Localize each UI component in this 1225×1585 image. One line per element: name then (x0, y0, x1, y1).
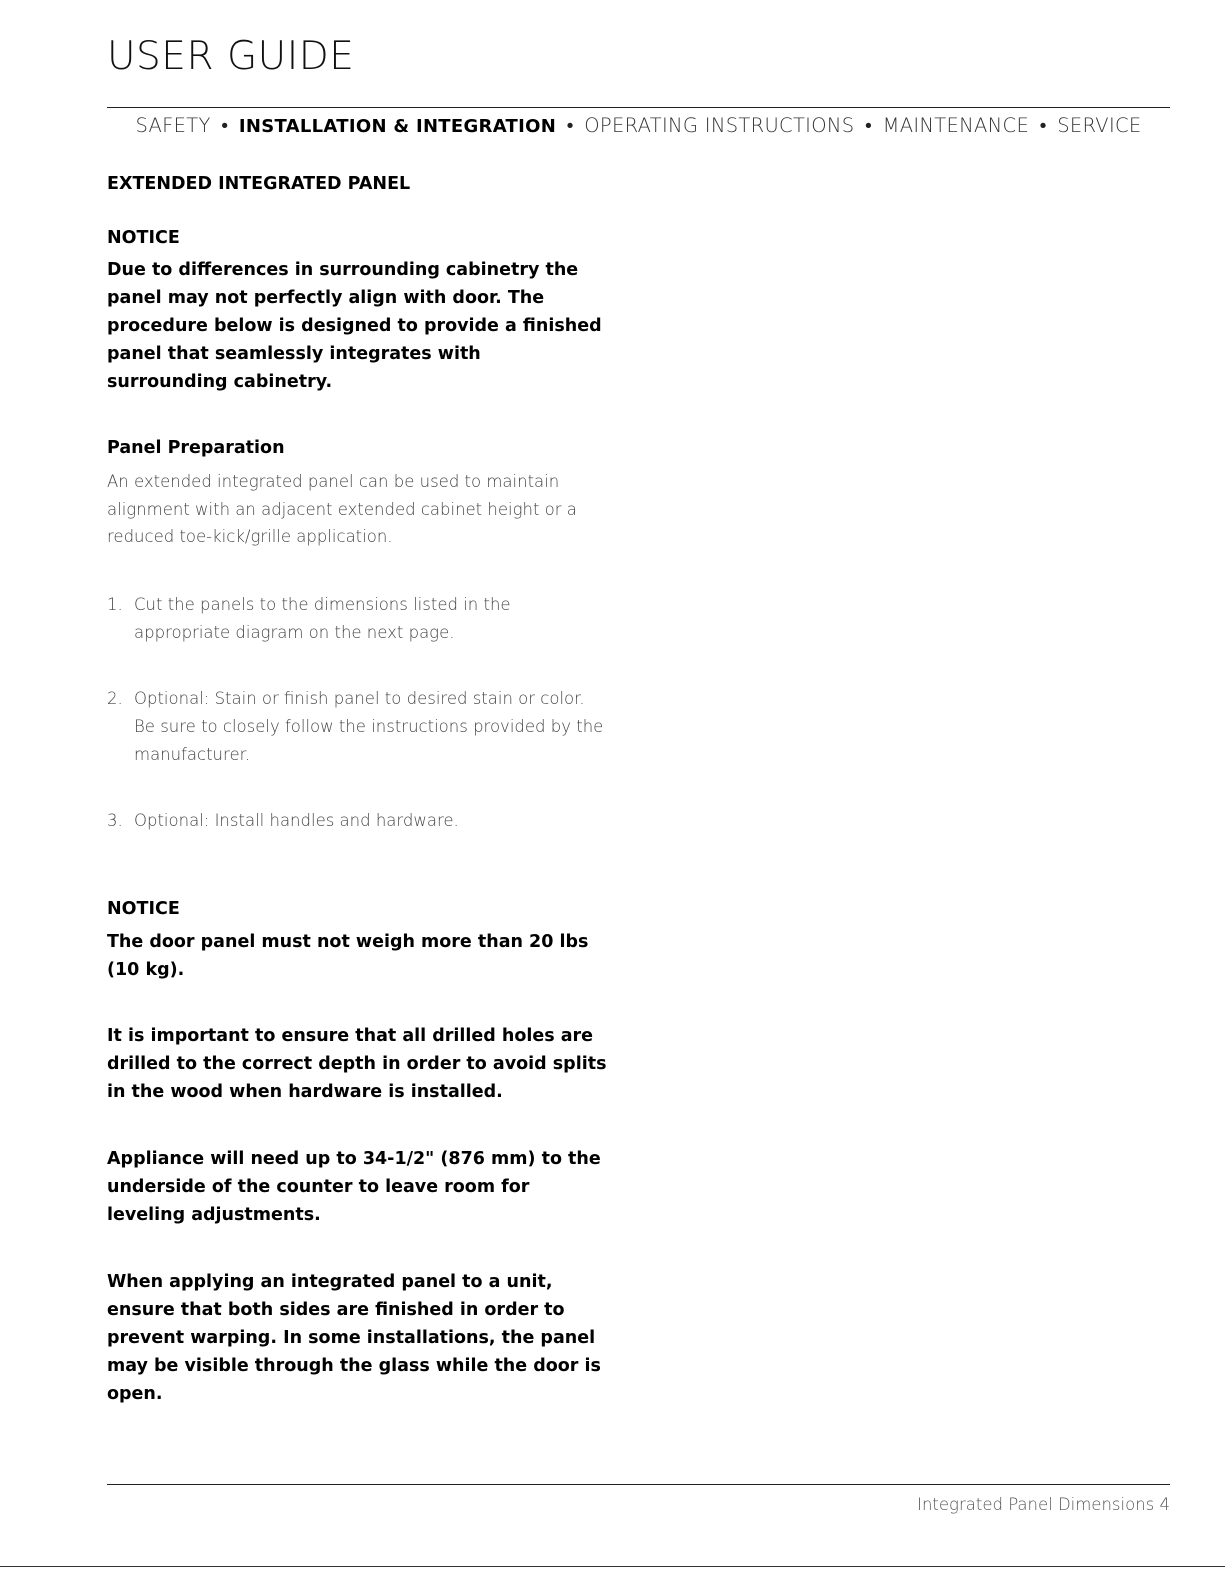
step-number: 2. (107, 688, 123, 708)
nav-separator: • (1039, 114, 1047, 137)
preparation-steps (107, 591, 607, 835)
header-divider (107, 107, 1170, 108)
notice-label: NOTICE (107, 898, 180, 919)
list-item (107, 591, 607, 647)
nav-item-service[interactable]: SERVICE (1057, 114, 1142, 137)
nav-item-maintenance[interactable]: MAINTENANCE (882, 114, 1030, 137)
panel-preparation-intro: An extended integrated panel can be used to maintain alignment with an adjacent extended cabinet height or a reduced toe-kick/grille application. (107, 472, 577, 546)
notice-paragraph: Appliance will need up to 34-1/2" (876 mm) to the underside of the counter to leave room for leveling adjustments. (107, 1148, 601, 1225)
footer-divider (107, 1484, 1170, 1485)
notice-label: NOTICE (107, 228, 180, 248)
nav-item-installation-integration[interactable]: INSTALLATION & INTEGRATION (238, 116, 557, 137)
main-content (107, 172, 607, 1408)
panel-preparation-title: Panel Preparation (107, 438, 285, 458)
nav-separator: • (864, 114, 873, 137)
nav-separator: • (566, 114, 574, 137)
list-item (107, 685, 607, 769)
step-text: Cut the panels to the dimensions listed in the appropriate diagram on the next page. (134, 594, 511, 642)
list-item (107, 807, 607, 835)
notice-text: Due to differences in surrounding cabinetry the panel may not perfectly align with door. The procedure below is designed to provide a finished panel that seamlessly integrates with surrounding cabinetry. (107, 260, 602, 392)
nav-item-operating-instructions[interactable]: OPERATING INSTRUCTIONS (584, 114, 855, 137)
nav-item-safety[interactable]: SAFETY (135, 114, 211, 137)
nav-separator: • (221, 114, 229, 137)
notice-paragraph: When applying an integrated panel to a unit, ensure that both sides are finished in order to prevent warping. In some installations, the panel may be visible through the glass while the door is open. (107, 1271, 601, 1404)
section-nav (107, 114, 1170, 138)
section-title: EXTENDED INTEGRATED PANEL (107, 174, 411, 194)
notice-paragraph: The door panel must not weigh more than 20 lbs (10 kg). (107, 931, 589, 980)
step-text: Optional: Stain or finish panel to desired stain or color. Be sure to closely follow the instructions provided by the manufacturer. (134, 688, 604, 764)
step-text: Optional: Install handles and hardware. (134, 810, 459, 830)
page-edge (0, 1566, 1225, 1567)
page-title: USER GUIDE (107, 34, 355, 79)
footer-page-label: Integrated Panel Dimensions 4 (917, 1495, 1170, 1514)
notice-paragraph: It is important to ensure that all drilled holes are drilled to the correct depth in order to avoid splits in the wood when hardware is installed. (107, 1025, 607, 1102)
step-number: 1. (107, 594, 123, 614)
step-number: 3. (107, 810, 123, 830)
